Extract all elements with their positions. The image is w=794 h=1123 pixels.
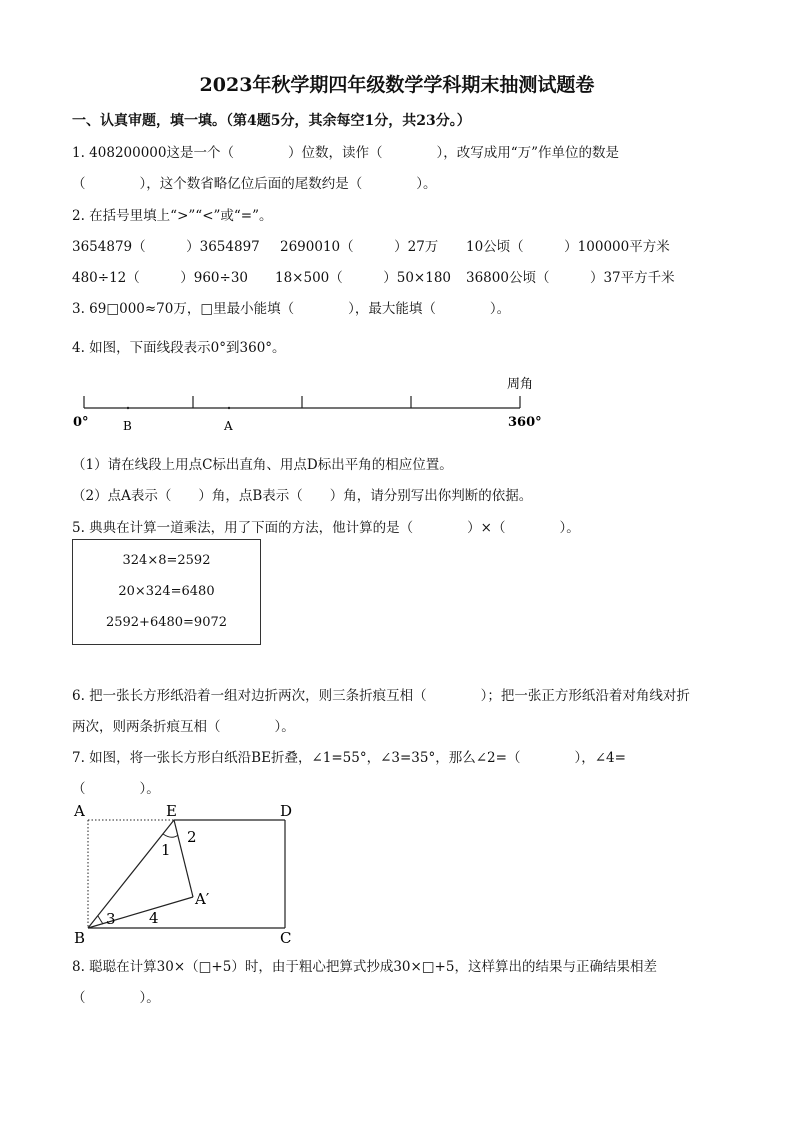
label-full-angle: 周角 [507,377,534,392]
vertex-label-a-prime: A′ [195,890,210,908]
vertex-label-e: E [166,802,177,820]
question-7-line-2: （ ）。 [72,781,160,797]
compare-item: 2690010（ ）27万 [280,239,439,255]
label-point-a: A [224,419,233,433]
angle-arc-e [163,834,178,837]
compare-item: 18×500（ ）50×180 [275,270,452,286]
question-4-line-1: 4. 如图，下面线段表示0°到360°。 [72,340,286,356]
fold-line-be [88,820,174,928]
angle-segment-figure [60,370,560,438]
vertex-label-d: D [280,802,293,820]
section-heading: 一、认真审题，填一填。（第4题5分，其余每空1分，共23分。） [72,113,471,129]
calc-step: 20×324=6480 [118,584,215,599]
question-8-line-1: 8. 聪聪在计算30×（□+5）时，由于粗心把算式抄成30×□+5，这样算出的结果与正确结果相差 [72,959,657,975]
question-7-line-1: 7. 如图，将一张长方形白纸沿BE折叠，∠1=55°，∠3=35°，那么∠2=（ ），∠4= [72,750,626,766]
angle-label-4: 4 [149,909,159,927]
vertex-label-a: A [74,802,85,820]
question-1-line-2: （ ），这个数省略亿位后面的尾数约是（ ）。 [72,176,437,192]
calculation-box [72,539,261,645]
angle-arc-b [98,916,103,924]
compare-item: 10公顷（ ）100000平方米 [466,239,670,255]
question-6-line-2: 两次，则两条折痕互相（ ）。 [72,719,295,735]
question-6-line-1: 6. 把一张长方形纸沿着一组对边折两次，则三条折痕互相（ ）；把一张正方形纸沿着对角线对折 [72,688,690,704]
point-a-dot [228,407,230,409]
page-title: 2023年秋学期四年级数学学科期末抽测试题卷 [199,74,595,96]
calc-step: 324×8=2592 [122,553,211,568]
vertex-label-b: B [74,929,86,947]
question-4-sub-1: （1）请在线段上用点C标出直角、用点D标出平角的相应位置。 [72,457,453,473]
angle-label-2: 2 [187,828,197,846]
question-8-line-2: （ ）。 [72,990,160,1006]
question-2-line-1: 2. 在括号里填上“>”“<”或“=”。 [72,208,273,224]
angle-label-1: 1 [161,841,171,859]
compare-item: 480÷12（ ）960÷30 [72,270,249,286]
question-4-sub-2: （2）点A表示（ ）角，点B表示（ ）角，请分别写出你判断的依据。 [72,488,533,504]
label-360-degree: 360° [508,415,542,430]
calc-step: 2592+6480=9072 [105,615,228,630]
question-5-line-1: 5. 典典在计算一道乘法，用了下面的方法，他计算的是（ ）×（ ）。 [72,520,580,536]
question-3: 3. 69□000≈70万，□里最小能填（ ），最大能填（ ）。 [72,301,511,317]
compare-item: 36800公顷（ ）37平方千米 [466,270,675,286]
vertex-label-c: C [280,929,292,947]
point-b-dot [127,407,129,409]
folded-rectangle-figure [70,800,310,948]
question-1-line-1: 1. 408200000这是一个（ ）位数，读作（ ），改写成用“万”作单位的数是 [72,145,620,161]
label-zero-degree: 0° [73,415,89,430]
compare-item: 3654879（ ）3654897 [72,239,260,255]
label-point-b: B [123,419,132,433]
line-b-aprime [88,897,193,928]
angle-label-3: 3 [106,910,116,928]
